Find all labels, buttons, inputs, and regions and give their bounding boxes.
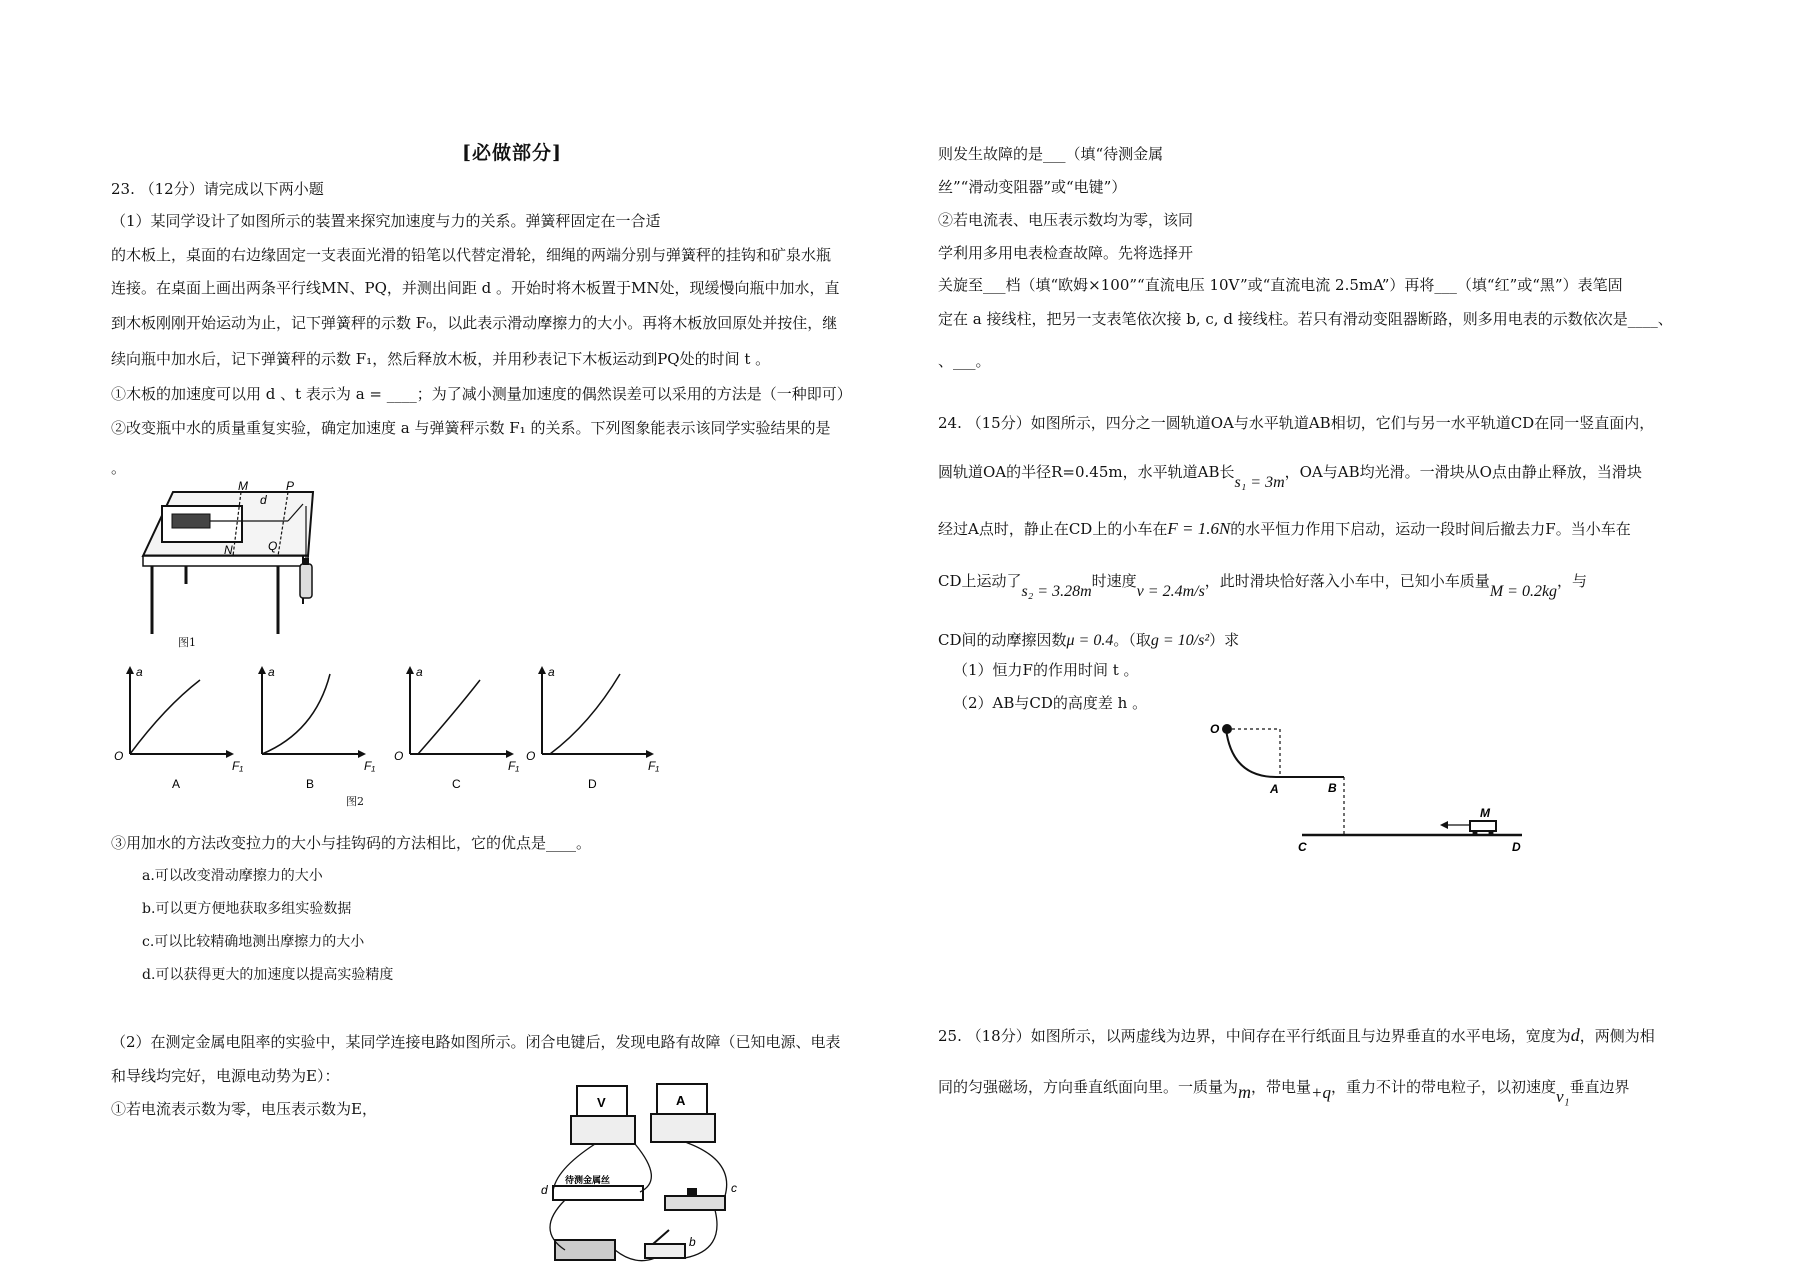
right-line6: 定在 a 接线柱，把另一支表笔依次接 b, c, d 接线柱。若只有滑动变阻器断路，则多用电表的示数依次是____、	[938, 310, 1673, 328]
q25-q: +q	[1311, 1083, 1332, 1102]
graph-c-yaxis: a	[416, 665, 423, 679]
q23-option-d: d.可以获得更大的加速度以提高实验精度	[142, 967, 394, 983]
graph-c	[394, 665, 519, 791]
figure-1-table-apparatus	[138, 479, 338, 649]
fig1-label-d: d	[260, 493, 267, 507]
graph-b-label: B	[306, 777, 315, 791]
q24-line1: 24. （15分）如图所示，四分之一圆轨道OA与水平轨道AB相切，它们与另一水平轨道CD在同一竖直面内，	[938, 414, 1655, 432]
track-figure	[1210, 717, 1540, 852]
graph-a-curve	[130, 680, 200, 754]
ammeter-label: A	[676, 1093, 686, 1108]
q23-item1: ①木板的加速度可以用 d 、t 表示为 a = ____；为了减小测量加速度的偶然误差可以采用的方法是（一种即可）	[111, 385, 852, 403]
q23-p1-line4: 到木板刚刚开始运动为止，记下弹簧秤的示数 F₀，以此表示滑动摩擦力的大小。再将木板放回原处并按住，继	[111, 314, 838, 332]
right-line1: 则发生故障的是___（填“待测金属	[938, 145, 1164, 163]
q24-line3-a: 经过A点时，静止在CD上的小车在	[938, 520, 1168, 538]
q23-p1-line3: 连接。在桌面上画出两条平行线MN、PQ，并测出间距 d 。开始时将木板置于MN处，现缓慢向瓶中加水，直	[111, 279, 840, 297]
q24-mu-value: μ = 0.4	[1066, 632, 1114, 649]
graph-d-label: D	[588, 777, 597, 791]
q24-line5-c: ）求	[1209, 631, 1240, 649]
right-line4: 学利用多用电表检查故障。先将选择开	[938, 244, 1194, 262]
right-line7: 、___。	[938, 352, 991, 370]
q24-line4-c: ，此时滑块恰好落入小车中，已知小车质量	[1204, 572, 1490, 590]
track-label-a: A	[1270, 782, 1279, 796]
fig1-label-p: P	[286, 479, 295, 493]
q24-sub1: （1）恒力F的作用时间 t 。	[953, 661, 1139, 679]
cart	[1470, 821, 1496, 831]
graph-b-curve	[262, 674, 330, 754]
q24-g-value: g = 10/s²	[1150, 632, 1210, 649]
q23-item2: ②改变瓶中水的质量重复实验，确定加速度 a 与弹簧秤示数 F₁ 的关系。下列图象能表示该同学实验结果的是	[111, 419, 831, 437]
q25-line2-c: ，重力不计的带电粒子，以初速度	[1331, 1078, 1557, 1096]
figure-2-graphs	[110, 662, 670, 792]
q23-p1-line2: 的木板上，桌面的右边缘固定一支表面光滑的铅笔以代替定滑轮，细绳的两端分别与弹簧秤的挂钩和矿泉水瓶	[111, 246, 832, 264]
q23-p2-item1: ①若电流表示数为零，电压表示数为E，	[111, 1100, 377, 1118]
q23-p2-line1: （2）在测定金属电阻率的实验中，某同学连接电路如图所示。闭合电键后，发现电路有故障（已知电源、电表	[111, 1033, 841, 1051]
q25-line1-a: 25. （18分）如图所示，以两虚线为边界，中间存在平行纸面且与边界垂直的水平电场，宽度为	[938, 1027, 1571, 1045]
graph-a-xaxis: F₁	[232, 759, 244, 773]
q24-line5-a: CD间的动摩擦因数	[938, 631, 1067, 649]
q24-line5	[938, 630, 1239, 651]
q23-item2-end: 。	[111, 459, 127, 477]
fig1-label-m: M	[238, 479, 248, 493]
track-label-m: M	[1480, 806, 1490, 820]
graph-d-curve	[550, 674, 620, 754]
q25-v1: v₁	[1556, 1087, 1570, 1106]
slider-block	[1222, 724, 1232, 734]
q25-line2-a: 同的匀强磁场，方向垂直纸面向里。一质量为	[938, 1078, 1239, 1096]
wire-label: 待测金属丝	[565, 1175, 611, 1185]
q25-d: d	[1570, 1025, 1580, 1045]
q24-m-value: M = 0.2kg	[1489, 583, 1558, 600]
graph-c-origin: O	[394, 749, 404, 763]
q23-p2-line2: 和导线均完好，电源电动势为E）：	[111, 1067, 340, 1085]
graph-d-xaxis: F₁	[648, 759, 660, 773]
graph-a-label: A	[172, 777, 181, 791]
fig2-caption: 图2	[346, 795, 364, 808]
track-label-c: C	[1298, 840, 1307, 854]
circuit-label-b: b	[689, 1235, 696, 1249]
track-label-o: O	[1210, 722, 1220, 736]
circuit-label-d: d	[541, 1183, 548, 1197]
q24-line2-a: 圆轨道OA的半径R=0.45m，水平轨道AB长	[938, 463, 1235, 481]
track-label-d: D	[1512, 840, 1521, 854]
q23-option-b: b.可以更方便地获取多组实验数据	[142, 901, 352, 917]
circuit-label-c: c	[731, 1181, 737, 1195]
q24-v-value: v = 2.4m/s	[1136, 583, 1205, 600]
q25-line2	[938, 1076, 1630, 1106]
graph-a	[114, 665, 243, 791]
q24-line2	[938, 462, 1642, 491]
q23-p1-line1: （1）某同学设计了如图所示的装置来探究加速度与力的关系。弹簧秤固定在一合适	[111, 212, 661, 230]
q24-line4-b: 时速度	[1091, 572, 1137, 590]
q25-line2-d: 垂直边界	[1569, 1078, 1630, 1096]
q24-sub2: （2）AB与CD的高度差 h 。	[953, 694, 1148, 712]
circuit-figure	[535, 1080, 745, 1270]
graph-c-xaxis: F₁	[508, 759, 520, 773]
graph-b-yaxis: a	[268, 665, 275, 679]
fig1-caption: 图1	[178, 636, 196, 649]
q23-option-c: c.可以比较精确地测出摩擦力的大小	[142, 934, 365, 950]
q25-m: m	[1238, 1082, 1252, 1102]
q23-option-a: a.可以改变滑动摩擦力的大小	[142, 868, 323, 884]
q23-p1-line5: 续向瓶中加水后，记下弹簧秤的示数 F₁，然后释放木板，并用秒表记下木板运动到PQ处的时间 t 。	[111, 350, 771, 368]
q24-line4-d: ，与	[1557, 572, 1588, 590]
graph-d-yaxis: a	[548, 665, 555, 679]
q24-s1: s₁ = 3m	[1234, 474, 1285, 491]
graph-d	[526, 665, 659, 791]
q24-line3-b: 的水平恒力作用下启动，运动一段时间后撤去力F。当小车在	[1230, 520, 1631, 538]
graph-a-yaxis: a	[136, 665, 143, 679]
q24-line4-a: CD上运动了	[938, 572, 1022, 590]
right-line5: 关旋至___档（填“欧姆×100”“直流电压 10V”或“直流电流 2.5mA”）再将___（填“红”或“黑”）表笔固	[938, 276, 1623, 294]
voltmeter-label: V	[597, 1095, 606, 1110]
right-line3: ②若电流表、电压表示数均为零，该同	[938, 211, 1194, 229]
right-line2: 丝”“滑动变阻器”或“电键”）	[938, 178, 1127, 196]
q24-f-value: F = 1.6N	[1167, 519, 1231, 538]
graph-d-origin: O	[526, 749, 536, 763]
graph-b	[258, 665, 375, 791]
fig1-label-n: N	[224, 543, 233, 557]
graph-c-label: C	[452, 777, 461, 791]
fig1-label-q: Q	[268, 539, 278, 553]
q24-line3	[938, 519, 1631, 539]
track-label-b: B	[1328, 781, 1337, 795]
q25-line2-b: ，带电量	[1251, 1078, 1312, 1096]
q24-line4	[938, 571, 1588, 600]
graph-c-curve	[418, 680, 480, 754]
q24-line5-b: 。（取	[1113, 631, 1151, 649]
q25-line1-b: ，两侧为相	[1579, 1027, 1655, 1045]
q25-line1	[938, 1025, 1655, 1046]
q23-heading: 23. （12分）请完成以下两小题	[111, 180, 324, 198]
graph-a-origin: O	[114, 749, 124, 763]
q23-item3: ③用加水的方法改变拉力的大小与挂钩码的方法相比，它的优点是____。	[111, 834, 592, 852]
q24-line2-b: ，OA与AB均光滑。一滑块从O点由静止释放，当滑块	[1284, 463, 1642, 481]
graph-b-xaxis: F₁	[364, 759, 376, 773]
section-title: [必做部分]	[462, 142, 562, 164]
q24-s2: s₂ = 3.28m	[1021, 583, 1092, 600]
